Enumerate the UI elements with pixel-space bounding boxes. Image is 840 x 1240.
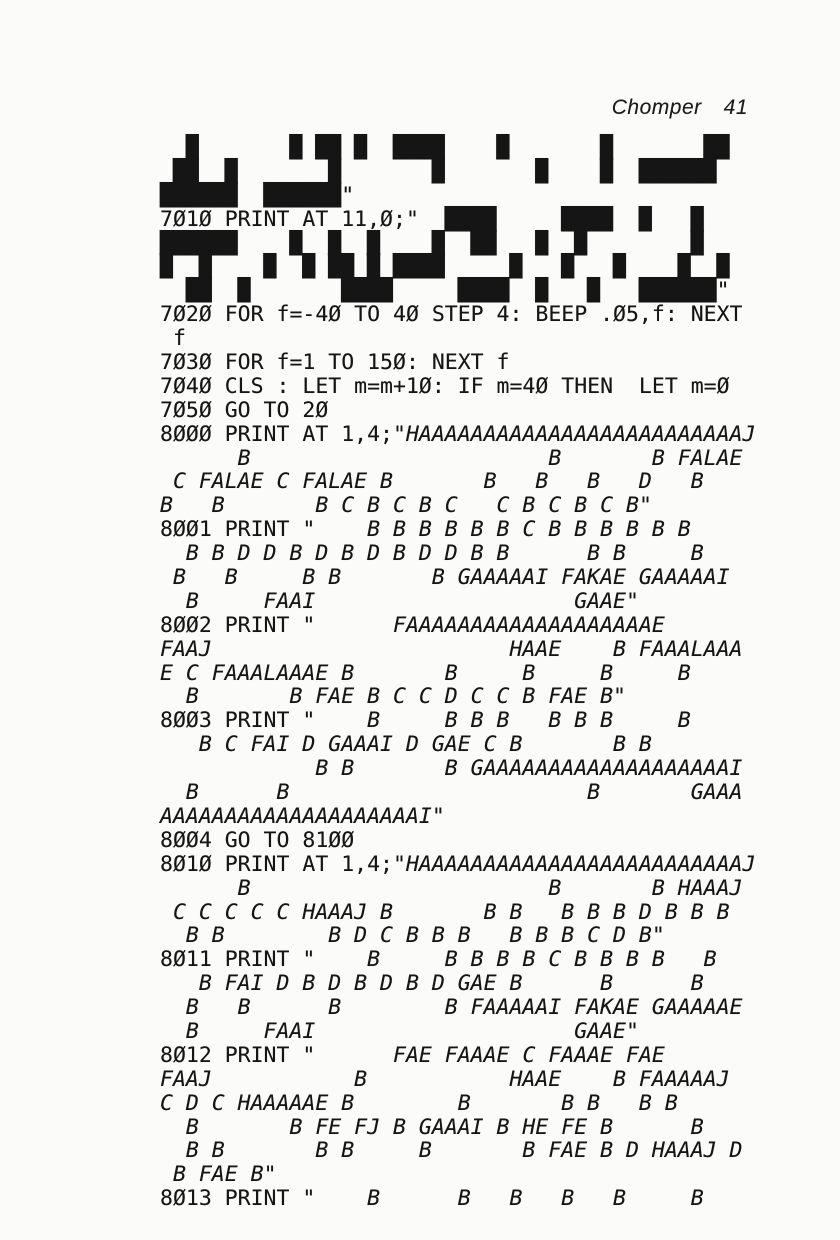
code-text-segment: 8Ø13 PRINT " xyxy=(160,1186,316,1212)
chapter-title: Chomper xyxy=(611,96,702,119)
code-text-segment: 8ØØ2 PRINT " xyxy=(160,612,316,638)
code-line xyxy=(160,590,800,614)
code-text-segment: 8Ø11 PRINT " xyxy=(160,947,316,973)
code-line xyxy=(160,1068,800,1092)
string-graphics-segment: B B D D B D B D B D D B B B B B xyxy=(160,541,704,567)
code-line xyxy=(160,542,800,566)
code-text-segment: ██ █ ████ ████ █ █ ██████" xyxy=(160,278,730,304)
code-line xyxy=(160,1092,800,1116)
code-line xyxy=(160,948,800,972)
string-graphics-segment: E C FAAALAAAE B B B B B xyxy=(160,660,691,686)
string-graphics-segment: B B B B B C B B B B B xyxy=(315,947,717,973)
code-text-segment: ██████ █ █ █ █ ██ █ █ █ xyxy=(160,230,704,256)
string-graphics-segment: B B B D C B B B B B B C D B xyxy=(160,923,652,949)
running-head xyxy=(586,72,748,144)
string-graphics-segment: C C C C C HAAAJ B B B B B B D B B B xyxy=(160,899,730,925)
code-text-segment: 8ØØ1 PRINT " xyxy=(160,517,316,543)
code-line xyxy=(160,518,800,542)
string-graphics-segment: B B FAE B C C D C C B FAE B xyxy=(160,684,614,710)
code-text-segment: " xyxy=(263,1162,277,1188)
code-line xyxy=(160,709,800,733)
code-text-segment: 7Ø3Ø FOR f=1 TO 15Ø: NEXT f xyxy=(160,350,510,376)
code-text-segment: " xyxy=(638,493,652,519)
code-line xyxy=(160,805,800,829)
string-graphics-segment: B FAAI GAAE xyxy=(160,588,626,614)
string-graphics-segment: FAE FAAAE C FAAAE FAE xyxy=(315,1042,665,1068)
code-line xyxy=(160,375,800,399)
string-graphics-segment: FAAJ HAAE B FAAALAAA xyxy=(160,636,743,662)
string-graphics-segment: B C FAI D GAAAI D GAE C B B B xyxy=(160,732,652,758)
code-line xyxy=(160,614,800,638)
string-graphics-segment: B FAE B xyxy=(160,1162,264,1188)
code-line xyxy=(160,447,800,471)
code-line xyxy=(160,255,800,279)
string-graphics-segment: B B B B FAAAAAI FAKAE GAAAAAE xyxy=(160,995,743,1021)
string-graphics-segment: B B B GAAA xyxy=(160,780,743,806)
code-line xyxy=(160,232,800,256)
string-graphics-segment: B B B B B B B B xyxy=(315,708,691,734)
string-graphics-segment: B FAAI GAAE xyxy=(160,1018,626,1044)
code-line xyxy=(160,996,800,1020)
code-text-segment: ██ █ █ █ █ █ ██████ xyxy=(160,158,717,184)
code-text-segment: 8ØØ3 PRINT " xyxy=(160,708,316,734)
code-line xyxy=(160,1187,800,1211)
code-text-segment: █ █ █ █ ██ █ ████ █ █ █ █ █ xyxy=(160,254,730,280)
code-line xyxy=(160,781,800,805)
code-line xyxy=(160,1116,800,1140)
code-line xyxy=(160,1163,800,1187)
code-line xyxy=(160,972,800,996)
code-line xyxy=(160,136,800,160)
page-number: 41 xyxy=(723,96,748,119)
code-text-segment: " xyxy=(626,1018,639,1044)
code-line xyxy=(160,1044,800,1068)
string-graphics-segment: B FAI D B D B D B D GAE B B B xyxy=(160,971,704,997)
code-line xyxy=(160,279,800,303)
code-line xyxy=(160,208,800,232)
string-graphics-segment: FAAJ B HAAE B FAAAAAJ xyxy=(160,1066,730,1092)
string-graphics-segment: HAAAAAAAAAAAAAAAAAAAAAAAAAJ xyxy=(405,421,756,447)
code-text-segment: " xyxy=(651,923,665,949)
code-line xyxy=(160,160,800,184)
code-text-segment: 8Ø1Ø PRINT AT 1,4;" xyxy=(160,851,406,877)
string-graphics-segment: AAAAAAAAAAAAAAAAAAAAI xyxy=(160,803,432,829)
code-line xyxy=(160,733,800,757)
code-text-segment: " xyxy=(613,684,626,710)
string-graphics-segment: HAAAAAAAAAAAAAAAAAAAAAAAAAJ xyxy=(405,851,756,877)
code-line xyxy=(160,184,800,208)
string-graphics-segment: FAAAAAAAAAAAAAAAAAAAE xyxy=(315,612,665,638)
code-line xyxy=(160,853,800,877)
code-text-segment: █ █ ██ █ ████ █ █ ██ xyxy=(160,135,730,160)
code-line xyxy=(160,685,800,709)
string-graphics-segment: B B B HAAAJ xyxy=(160,875,743,901)
string-graphics-segment: B B FE FJ B GAAAI B HE FE B B xyxy=(160,1114,704,1140)
code-line xyxy=(160,1020,800,1044)
string-graphics-segment: B B B C B C B C C B C B C B xyxy=(160,493,639,519)
code-line xyxy=(160,1139,800,1163)
code-line xyxy=(160,662,800,686)
string-graphics-segment: B B B B B GAAAAAI FAKAE GAAAAAI xyxy=(160,565,730,591)
code-line xyxy=(160,877,800,901)
string-graphics-segment: C FALAE C FALAE B B B B D B xyxy=(160,469,704,495)
code-line xyxy=(160,566,800,590)
string-graphics-segment: B B B GAAAAAAAAAAAAAAAAAAAI xyxy=(160,756,743,782)
string-graphics-segment: B B B B B B xyxy=(315,1186,704,1212)
string-graphics-segment: B B B B B B FAE B D HAAAJ D xyxy=(160,1138,743,1164)
string-graphics-segment: C D C HAAAAAE B B B B B B xyxy=(160,1090,678,1116)
code-line xyxy=(160,829,800,853)
code-text-segment: 8ØØ4 GO TO 81ØØ xyxy=(160,827,355,853)
code-line xyxy=(160,327,800,351)
code-line xyxy=(160,470,800,494)
code-text-segment: 7Ø2Ø FOR f=-4Ø TO 4Ø STEP 4: BEEP .Ø5,f: NEXT xyxy=(160,302,743,328)
code-line xyxy=(160,757,800,781)
code-text-segment: " xyxy=(626,588,639,614)
code-text-segment: 8Ø12 PRINT " xyxy=(160,1042,316,1068)
code-text-segment: 7Ø4Ø CLS : LET m=m+1Ø: IF m=4Ø THEN LET m=Ø xyxy=(160,373,730,399)
string-graphics-segment: B B B FALAE xyxy=(160,445,743,471)
code-line xyxy=(160,303,800,327)
string-graphics-segment: B B B B B B C B B B B B B xyxy=(315,517,691,543)
code-line xyxy=(160,638,800,662)
code-text-segment: 7Ø5Ø GO TO 2Ø xyxy=(160,397,329,423)
code-line xyxy=(160,924,800,948)
code-text-segment: 8ØØØ PRINT AT 1,4;" xyxy=(160,421,406,447)
code-line xyxy=(160,494,800,518)
code-line xyxy=(160,351,800,375)
code-line xyxy=(160,399,800,423)
code-text-segment: 7Ø1Ø PRINT AT 11,Ø;" ████ ████ █ █ xyxy=(160,206,704,232)
code-line xyxy=(160,901,800,925)
code-text-segment: " xyxy=(431,803,445,829)
code-line xyxy=(160,423,800,447)
code-text-segment: f xyxy=(160,326,186,352)
code-listing xyxy=(160,136,800,1211)
code-text-segment: ██████ ██████" xyxy=(160,182,355,208)
